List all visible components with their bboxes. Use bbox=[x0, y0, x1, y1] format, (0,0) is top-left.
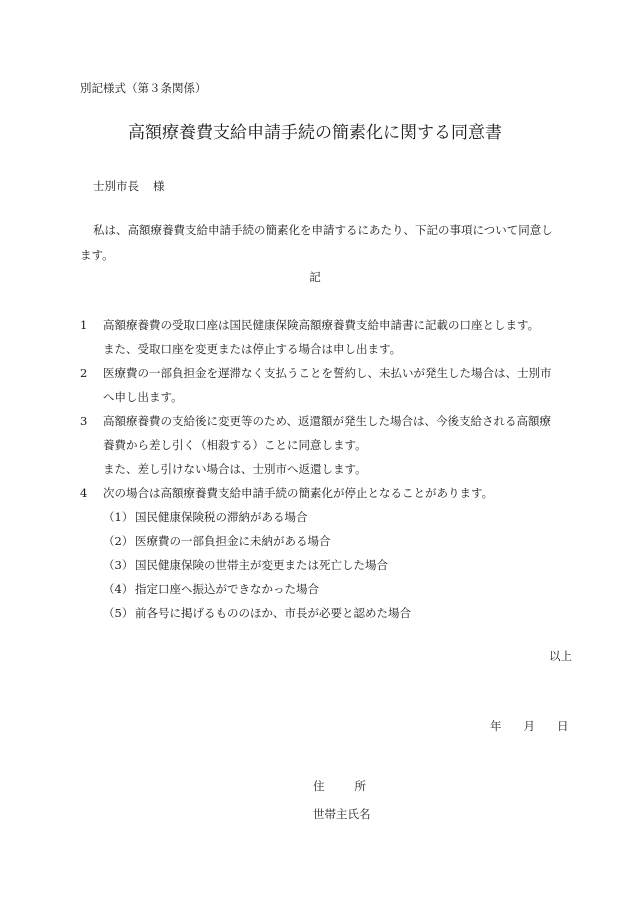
sub-item-1 bbox=[103, 511, 308, 525]
item-text: 次の場合は高額療養費支給申請手続の簡素化が停止となることがあります。 bbox=[103, 486, 494, 500]
sub-item-number: （2） bbox=[103, 534, 134, 548]
list-item-2 bbox=[80, 367, 552, 381]
sub-item-number: （4） bbox=[103, 582, 134, 596]
sub-item-number: （5） bbox=[103, 606, 134, 620]
sub-item-text: 国民健康保険の世帯主が変更または死亡した場合 bbox=[135, 558, 388, 572]
intro-line-1: 私は、高額療養費支給申請手続の簡素化を申請するにあたり、下記の事項について同意し bbox=[93, 223, 553, 237]
item-number: 2 bbox=[80, 366, 88, 380]
sub-item-number: （1） bbox=[103, 510, 134, 524]
addressee-name: 士別市長 bbox=[93, 179, 139, 193]
date-year-label: 年 bbox=[490, 719, 502, 733]
document-title: 高額療養費支給申請手続の簡素化に関する同意書 bbox=[128, 123, 502, 143]
sub-item-text: 前各号に掲げるもののほか、市長が必要と認めた場合 bbox=[135, 606, 411, 620]
sub-item-text: 指定口座へ振込ができなかった場合 bbox=[135, 582, 319, 596]
item-number: 3 bbox=[80, 414, 88, 428]
list-item-3 bbox=[80, 415, 551, 429]
closing-ijo: 以上 bbox=[549, 649, 572, 663]
address-label-char-1: 住 bbox=[313, 779, 325, 793]
form-reference: 別記様式（第３条関係） bbox=[80, 81, 207, 95]
sub-item-number: （3） bbox=[103, 558, 134, 572]
item-text: 高額療養費の受取口座は国民健康保険高額療養費支給申請書に記載の口座とします。 bbox=[103, 318, 540, 332]
address-label-char-2: 所 bbox=[354, 779, 366, 793]
sub-item-5 bbox=[103, 607, 411, 621]
householder-name-label: 世帯主氏名 bbox=[313, 807, 371, 821]
item-number: 4 bbox=[80, 486, 88, 500]
intro-line-2: ます。 bbox=[80, 248, 114, 262]
addressee-honorific: 様 bbox=[153, 179, 165, 193]
addressee bbox=[93, 180, 165, 194]
address-label bbox=[313, 780, 366, 794]
list-item-1 bbox=[80, 319, 539, 333]
item-text: 高額療養費の支給後に変更等のため、返還額が発生した場合は、今後支給される高額療 bbox=[103, 414, 552, 428]
date-field bbox=[490, 720, 569, 734]
sub-item-text: 医療費の一部負担金に未納がある場合 bbox=[135, 534, 331, 548]
item-1-continuation: また、受取口座を変更または停止する場合は申し出ます。 bbox=[103, 342, 402, 356]
item-3-continuation: 養費から差し引く（相殺する）ことに同意します。 bbox=[103, 438, 367, 452]
sub-item-4 bbox=[103, 583, 319, 597]
item-number: 1 bbox=[80, 318, 88, 332]
ki-heading: 記 bbox=[309, 270, 321, 284]
sub-item-2 bbox=[103, 535, 331, 549]
sub-item-text: 国民健康保険税の滞納がある場合 bbox=[135, 510, 308, 524]
date-day-label: 日 bbox=[557, 719, 569, 733]
item-3-continuation-2: また、差し引けない場合は、士別市へ返還します。 bbox=[103, 462, 367, 476]
item-2-continuation: へ申し出ます。 bbox=[103, 390, 183, 404]
sub-item-3 bbox=[103, 559, 388, 573]
list-item-4 bbox=[80, 487, 493, 501]
date-month-label: 月 bbox=[523, 719, 535, 733]
item-text: 医療費の一部負担金を遅滞なく支払うことを誓約し、未払いが発生した場合は、士別市 bbox=[103, 366, 552, 380]
